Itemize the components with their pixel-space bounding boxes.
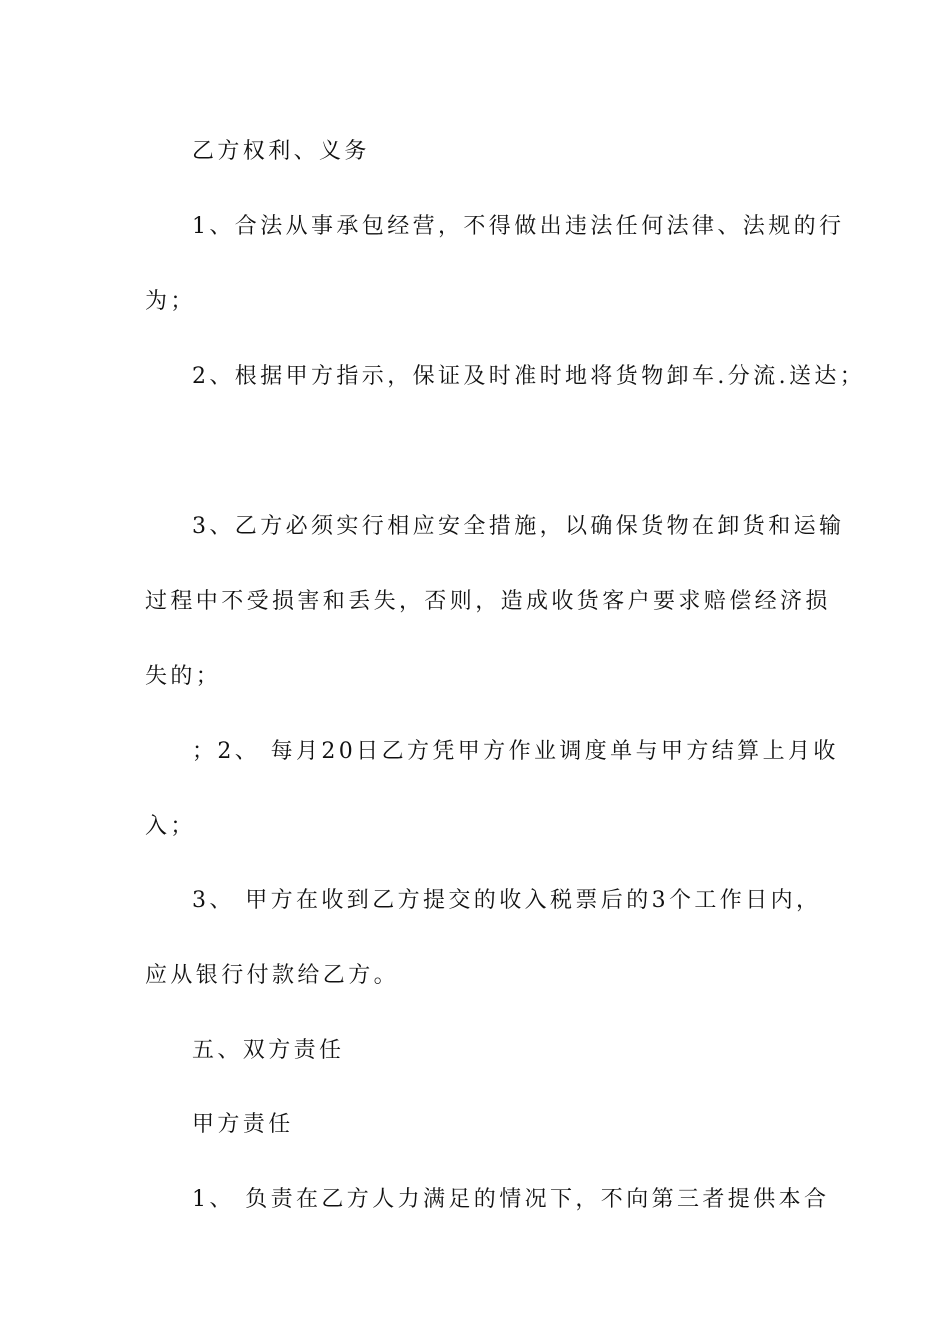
paragraph-line: 应从银行付款给乙方。 (145, 963, 400, 988)
paragraph-line: 失的； (145, 664, 222, 689)
section-heading-mutual-responsibilities: 五、双方责任 (192, 1038, 345, 1063)
paragraph-line: ；2、 每月20日乙方凭甲方作业调度单与甲方结算上月收 (192, 739, 839, 764)
paragraph-line: 为； (145, 289, 196, 314)
paragraph-line: 入； (145, 814, 196, 839)
paragraph-line: 1、 负责在乙方人力满足的情况下，不向第三者提供本合 (192, 1187, 830, 1212)
paragraph-line: 1、合法从事承包经营，不得做出违法任何法律、法规的行 (192, 214, 845, 239)
subheading-party-a-responsibilities: 甲方责任 (192, 1112, 294, 1137)
paragraph-line: 2、根据甲方指示，保证及时准时地将货物卸车.分流.送达； (192, 364, 866, 389)
section-heading-party-b-rights: 乙方权利、义务 (192, 139, 370, 164)
paragraph-line: 3、乙方必须实行相应安全措施，以确保货物在卸货和运输 (192, 514, 845, 539)
paragraph-line: 3、 甲方在收到乙方提交的收入税票后的3个工作日内， (192, 888, 822, 913)
paragraph-line: 过程中不受损害和丢失，否则，造成收货客户要求赔偿经济损 (145, 589, 831, 614)
